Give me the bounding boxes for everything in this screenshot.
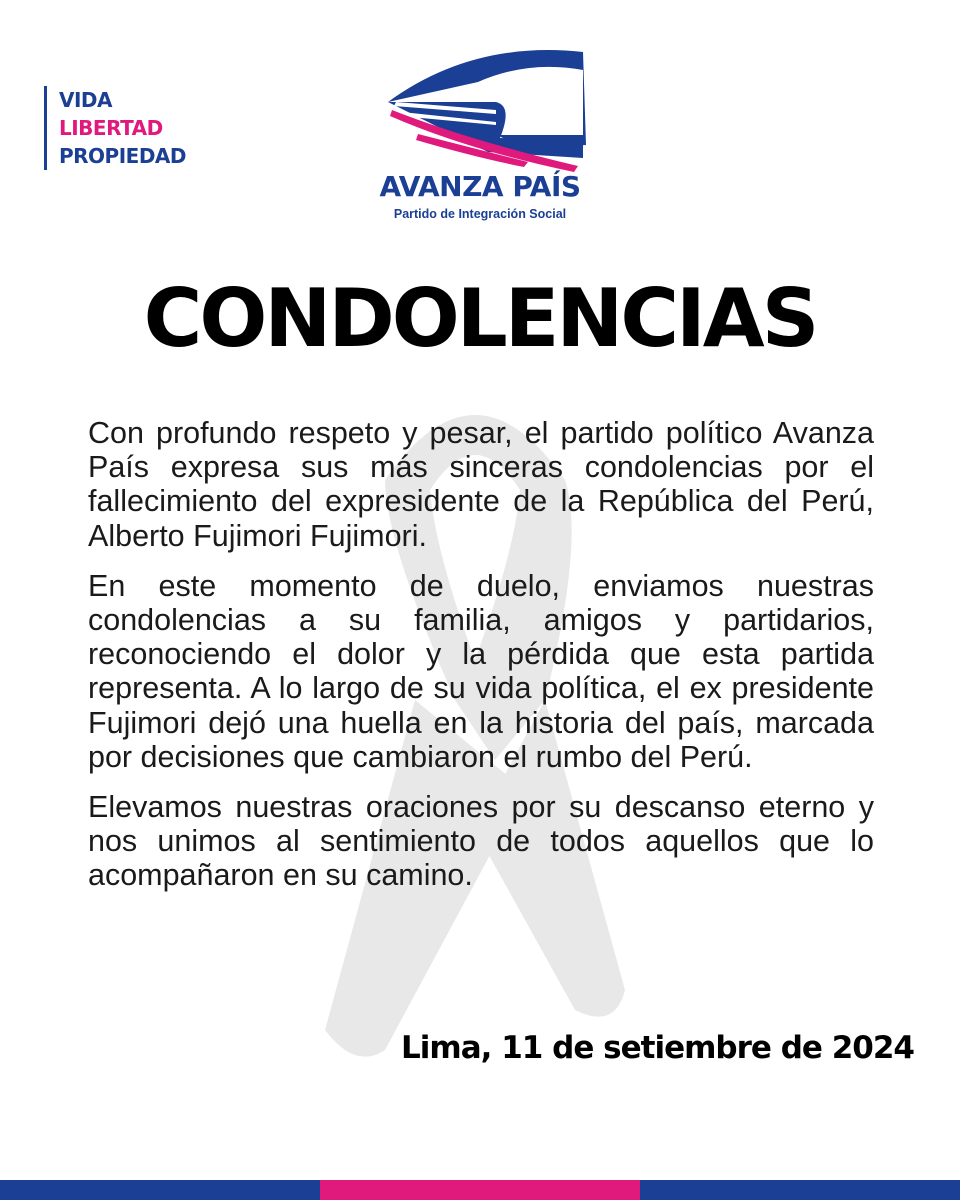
party-motto	[44, 86, 186, 170]
footer-bar-blue-left	[0, 1180, 320, 1200]
footer-bar-pink	[320, 1180, 640, 1200]
party-logo	[370, 40, 590, 230]
paragraph-3: Elevamos nuestras oraciones por su descanso eterno y nos unimos al sentimiento de todos aquellos que lo acompañaron en su camino.	[88, 790, 874, 893]
party-name: AVANZA PAÍS	[379, 170, 581, 203]
motto-vida: VIDA	[59, 88, 112, 112]
date-line: Lima, 11 de setiembre de 2024	[401, 1030, 914, 1066]
paragraph-1: Con profundo respeto y pesar, el partido político Avanza País expresa sus más sinceras condolencias por el fallecimiento del expresidente de la República del Perú, Alberto Fujimori Fujimori.	[88, 416, 874, 553]
party-subtitle: Partido de Integración Social	[393, 207, 567, 221]
motto-libertad: LIBERTAD	[59, 116, 163, 140]
page-title: CONDOLENCIAS	[143, 272, 817, 365]
footer-bar-blue-right	[640, 1180, 960, 1200]
motto-propiedad: PROPIEDAD	[59, 144, 187, 168]
train-logo-icon	[378, 40, 588, 180]
paragraph-2: En este momento de duelo, enviamos nuestras condolencias a su familia, amigos y partidarios, reconociendo el dolor y la pérdida que esta partida representa. A lo largo de su vida política, el ex presidente Fujimori dejó una huella en la historia del país, marcada por decisiones que cambiaron el rumbo del Perú.	[88, 568, 874, 774]
statement-body	[88, 416, 874, 909]
